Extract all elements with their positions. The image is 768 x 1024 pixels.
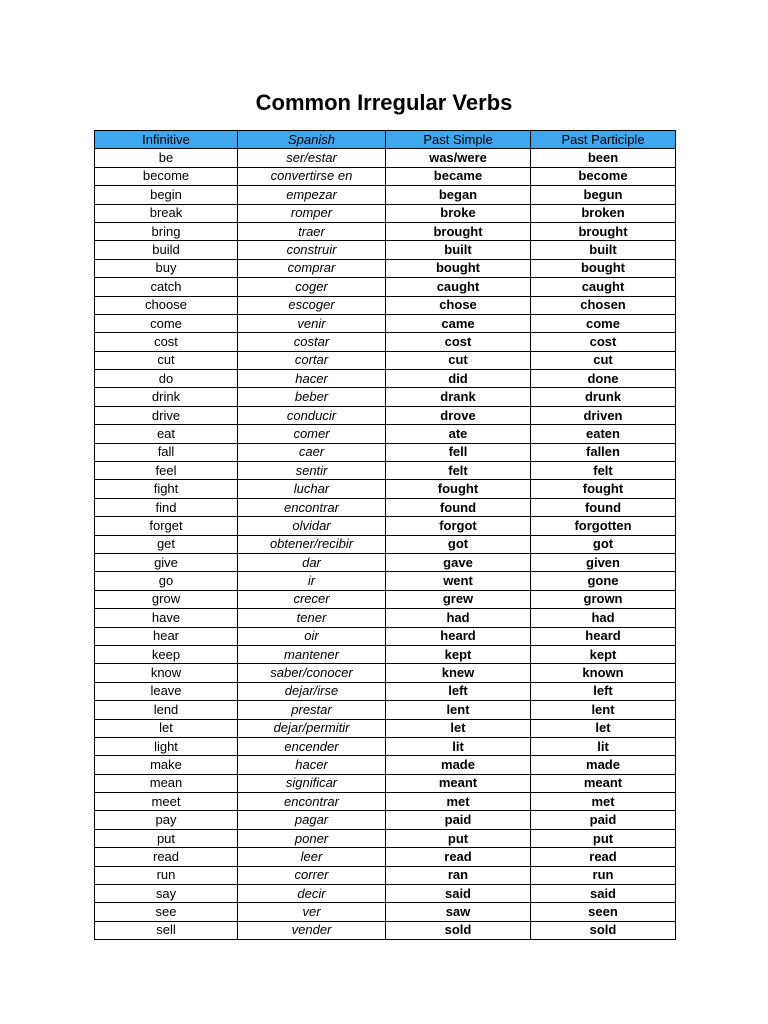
cell-spanish: saber/conocer xyxy=(238,664,386,682)
cell-past-participle: meant xyxy=(531,774,676,792)
table-row xyxy=(95,921,676,939)
cell-past-participle: fought xyxy=(531,480,676,498)
cell-infinitive: read xyxy=(95,848,238,866)
cell-infinitive: leave xyxy=(95,682,238,700)
cell-spanish: comprar xyxy=(238,259,386,277)
cell-spanish: crecer xyxy=(238,590,386,608)
cell-spanish: correr xyxy=(238,866,386,884)
cell-past-simple: brought xyxy=(386,222,531,240)
table-row xyxy=(95,664,676,682)
cell-past-participle: found xyxy=(531,498,676,516)
page-title: Common Irregular Verbs xyxy=(255,90,513,115)
table-row xyxy=(95,627,676,645)
table-row xyxy=(95,259,676,277)
cell-past-simple: drank xyxy=(386,388,531,406)
cell-past-simple: broke xyxy=(386,204,531,222)
cell-past-participle: paid xyxy=(531,811,676,829)
cell-past-simple: made xyxy=(386,756,531,774)
cell-past-simple: let xyxy=(386,719,531,737)
cell-past-participle: got xyxy=(531,535,676,553)
cell-past-participle: begun xyxy=(531,186,676,204)
header-infinitive: Infinitive xyxy=(95,131,238,149)
cell-infinitive: cost xyxy=(95,333,238,351)
cell-past-simple: ate xyxy=(386,425,531,443)
table-row xyxy=(95,351,676,369)
cell-past-participle: met xyxy=(531,793,676,811)
table-row xyxy=(95,535,676,553)
cell-past-participle: driven xyxy=(531,406,676,424)
table-row xyxy=(95,609,676,627)
cell-past-participle: come xyxy=(531,314,676,332)
cell-past-simple: felt xyxy=(386,462,531,480)
cell-spanish: ser/estar xyxy=(238,149,386,167)
cell-spanish: significar xyxy=(238,774,386,792)
cell-past-simple: drove xyxy=(386,406,531,424)
cell-past-participle: heard xyxy=(531,627,676,645)
table-row xyxy=(95,682,676,700)
cell-spanish: ver xyxy=(238,903,386,921)
cell-infinitive: drive xyxy=(95,406,238,424)
cell-past-participle: felt xyxy=(531,462,676,480)
cell-spanish: sentir xyxy=(238,462,386,480)
cell-infinitive: come xyxy=(95,314,238,332)
cell-past-participle: put xyxy=(531,829,676,847)
cell-spanish: pagar xyxy=(238,811,386,829)
cell-infinitive: drink xyxy=(95,388,238,406)
table-row xyxy=(95,462,676,480)
cell-infinitive: forget xyxy=(95,517,238,535)
cell-past-simple: chose xyxy=(386,296,531,314)
cell-spanish: hacer xyxy=(238,756,386,774)
cell-past-participle: cut xyxy=(531,351,676,369)
cell-infinitive: fall xyxy=(95,443,238,461)
cell-infinitive: eat xyxy=(95,425,238,443)
cell-spanish: tener xyxy=(238,609,386,627)
cell-past-participle: done xyxy=(531,370,676,388)
cell-spanish: encontrar xyxy=(238,793,386,811)
cell-past-participle: left xyxy=(531,682,676,700)
table-header xyxy=(95,131,676,149)
cell-past-simple: fell xyxy=(386,443,531,461)
cell-past-participle: lit xyxy=(531,737,676,755)
cell-past-participle: forgotten xyxy=(531,517,676,535)
table-row xyxy=(95,222,676,240)
header-past-simple: Past Simple xyxy=(386,131,531,149)
table-row xyxy=(95,498,676,516)
table-row xyxy=(95,866,676,884)
cell-past-simple: bought xyxy=(386,259,531,277)
cell-past-participle: become xyxy=(531,167,676,185)
cell-spanish: prestar xyxy=(238,701,386,719)
cell-past-simple: saw xyxy=(386,903,531,921)
cell-spanish: luchar xyxy=(238,480,386,498)
cell-infinitive: do xyxy=(95,370,238,388)
cell-spanish: olvidar xyxy=(238,517,386,535)
cell-past-simple: did xyxy=(386,370,531,388)
cell-infinitive: choose xyxy=(95,296,238,314)
cell-past-participle: eaten xyxy=(531,425,676,443)
cell-past-simple: began xyxy=(386,186,531,204)
cell-spanish: encender xyxy=(238,737,386,755)
cell-past-simple: ran xyxy=(386,866,531,884)
table-row xyxy=(95,645,676,663)
table-row xyxy=(95,204,676,222)
cell-past-participle: kept xyxy=(531,645,676,663)
cell-infinitive: light xyxy=(95,737,238,755)
verb-table xyxy=(94,130,676,940)
cell-past-simple: went xyxy=(386,572,531,590)
cell-spanish: comer xyxy=(238,425,386,443)
cell-spanish: obtener/recibir xyxy=(238,535,386,553)
cell-infinitive: see xyxy=(95,903,238,921)
table-row xyxy=(95,829,676,847)
cell-spanish: empezar xyxy=(238,186,386,204)
table-row xyxy=(95,719,676,737)
cell-infinitive: hear xyxy=(95,627,238,645)
cell-spanish: dejar/permitir xyxy=(238,719,386,737)
table-row xyxy=(95,737,676,755)
cell-past-participle: caught xyxy=(531,278,676,296)
cell-spanish: mantener xyxy=(238,645,386,663)
cell-spanish: traer xyxy=(238,222,386,240)
table-row xyxy=(95,572,676,590)
cell-past-simple: built xyxy=(386,241,531,259)
cell-spanish: conducir xyxy=(238,406,386,424)
table-row xyxy=(95,314,676,332)
table-row xyxy=(95,793,676,811)
cell-past-simple: found xyxy=(386,498,531,516)
header-spanish: Spanish xyxy=(238,131,386,149)
cell-infinitive: go xyxy=(95,572,238,590)
table-row xyxy=(95,425,676,443)
cell-spanish: caer xyxy=(238,443,386,461)
cell-spanish: hacer xyxy=(238,370,386,388)
cell-past-simple: paid xyxy=(386,811,531,829)
cell-past-simple: fought xyxy=(386,480,531,498)
cell-past-participle: cost xyxy=(531,333,676,351)
cell-infinitive: grow xyxy=(95,590,238,608)
cell-infinitive: run xyxy=(95,866,238,884)
cell-past-simple: got xyxy=(386,535,531,553)
cell-past-participle: let xyxy=(531,719,676,737)
cell-past-participle: lent xyxy=(531,701,676,719)
cell-past-simple: grew xyxy=(386,590,531,608)
table-row xyxy=(95,388,676,406)
table-row xyxy=(95,149,676,167)
cell-infinitive: cut xyxy=(95,351,238,369)
cell-past-participle: said xyxy=(531,885,676,903)
cell-past-simple: became xyxy=(386,167,531,185)
cell-infinitive: put xyxy=(95,829,238,847)
cell-infinitive: meet xyxy=(95,793,238,811)
cell-past-simple: put xyxy=(386,829,531,847)
cell-infinitive: break xyxy=(95,204,238,222)
cell-infinitive: mean xyxy=(95,774,238,792)
cell-past-simple: kept xyxy=(386,645,531,663)
cell-infinitive: buy xyxy=(95,259,238,277)
table-row xyxy=(95,811,676,829)
table-row xyxy=(95,296,676,314)
cell-past-simple: gave xyxy=(386,553,531,571)
cell-past-simple: said xyxy=(386,885,531,903)
cell-spanish: oir xyxy=(238,627,386,645)
cell-infinitive: feel xyxy=(95,462,238,480)
cell-spanish: dar xyxy=(238,553,386,571)
cell-past-simple: caught xyxy=(386,278,531,296)
cell-infinitive: catch xyxy=(95,278,238,296)
table-row xyxy=(95,517,676,535)
table-row xyxy=(95,774,676,792)
cell-past-participle: made xyxy=(531,756,676,774)
cell-past-simple: heard xyxy=(386,627,531,645)
cell-infinitive: get xyxy=(95,535,238,553)
table-row xyxy=(95,406,676,424)
cell-infinitive: pay xyxy=(95,811,238,829)
cell-spanish: encontrar xyxy=(238,498,386,516)
cell-past-participle: bought xyxy=(531,259,676,277)
cell-past-simple: was/were xyxy=(386,149,531,167)
cell-infinitive: know xyxy=(95,664,238,682)
table-row xyxy=(95,701,676,719)
cell-infinitive: lend xyxy=(95,701,238,719)
table-row xyxy=(95,186,676,204)
cell-past-participle: fallen xyxy=(531,443,676,461)
cell-infinitive: let xyxy=(95,719,238,737)
cell-past-simple: met xyxy=(386,793,531,811)
cell-past-simple: lent xyxy=(386,701,531,719)
cell-infinitive: say xyxy=(95,885,238,903)
cell-past-participle: read xyxy=(531,848,676,866)
cell-spanish: poner xyxy=(238,829,386,847)
table-row xyxy=(95,590,676,608)
cell-past-simple: sold xyxy=(386,921,531,939)
cell-spanish: escoger xyxy=(238,296,386,314)
table-row xyxy=(95,241,676,259)
cell-past-participle: been xyxy=(531,149,676,167)
cell-infinitive: fight xyxy=(95,480,238,498)
cell-infinitive: bring xyxy=(95,222,238,240)
cell-past-simple: cut xyxy=(386,351,531,369)
cell-spanish: convertirse en xyxy=(238,167,386,185)
header-past-participle: Past Participle xyxy=(531,131,676,149)
cell-infinitive: keep xyxy=(95,645,238,663)
cell-past-simple: came xyxy=(386,314,531,332)
table-row xyxy=(95,370,676,388)
header-row xyxy=(95,131,676,149)
cell-infinitive: make xyxy=(95,756,238,774)
cell-past-simple: knew xyxy=(386,664,531,682)
cell-past-simple: had xyxy=(386,609,531,627)
cell-infinitive: be xyxy=(95,149,238,167)
cell-past-simple: meant xyxy=(386,774,531,792)
cell-spanish: coger xyxy=(238,278,386,296)
table-row xyxy=(95,278,676,296)
cell-past-participle: grown xyxy=(531,590,676,608)
cell-infinitive: find xyxy=(95,498,238,516)
cell-spanish: venir xyxy=(238,314,386,332)
cell-spanish: romper xyxy=(238,204,386,222)
cell-past-participle: known xyxy=(531,664,676,682)
cell-spanish: vender xyxy=(238,921,386,939)
cell-spanish: construir xyxy=(238,241,386,259)
cell-infinitive: give xyxy=(95,553,238,571)
cell-past-participle: chosen xyxy=(531,296,676,314)
cell-past-participle: built xyxy=(531,241,676,259)
cell-past-participle: given xyxy=(531,553,676,571)
cell-past-participle: brought xyxy=(531,222,676,240)
table-row xyxy=(95,903,676,921)
table-row xyxy=(95,333,676,351)
cell-past-participle: sold xyxy=(531,921,676,939)
cell-infinitive: sell xyxy=(95,921,238,939)
table-row xyxy=(95,553,676,571)
cell-past-participle: had xyxy=(531,609,676,627)
cell-past-simple: read xyxy=(386,848,531,866)
cell-spanish: cortar xyxy=(238,351,386,369)
cell-past-simple: lit xyxy=(386,737,531,755)
cell-infinitive: have xyxy=(95,609,238,627)
table-row xyxy=(95,480,676,498)
cell-past-simple: forgot xyxy=(386,517,531,535)
cell-past-participle: seen xyxy=(531,903,676,921)
cell-past-simple: left xyxy=(386,682,531,700)
cell-spanish: ir xyxy=(238,572,386,590)
cell-spanish: costar xyxy=(238,333,386,351)
cell-past-participle: broken xyxy=(531,204,676,222)
cell-past-participle: gone xyxy=(531,572,676,590)
table-row xyxy=(95,167,676,185)
cell-infinitive: build xyxy=(95,241,238,259)
cell-infinitive: become xyxy=(95,167,238,185)
table-row xyxy=(95,885,676,903)
cell-infinitive: begin xyxy=(95,186,238,204)
table-row xyxy=(95,443,676,461)
cell-past-participle: run xyxy=(531,866,676,884)
cell-spanish: leer xyxy=(238,848,386,866)
cell-spanish: decir xyxy=(238,885,386,903)
cell-past-simple: cost xyxy=(386,333,531,351)
table-row xyxy=(95,756,676,774)
cell-spanish: dejar/irse xyxy=(238,682,386,700)
table-row xyxy=(95,848,676,866)
cell-spanish: beber xyxy=(238,388,386,406)
table-body xyxy=(95,149,676,940)
cell-past-participle: drunk xyxy=(531,388,676,406)
